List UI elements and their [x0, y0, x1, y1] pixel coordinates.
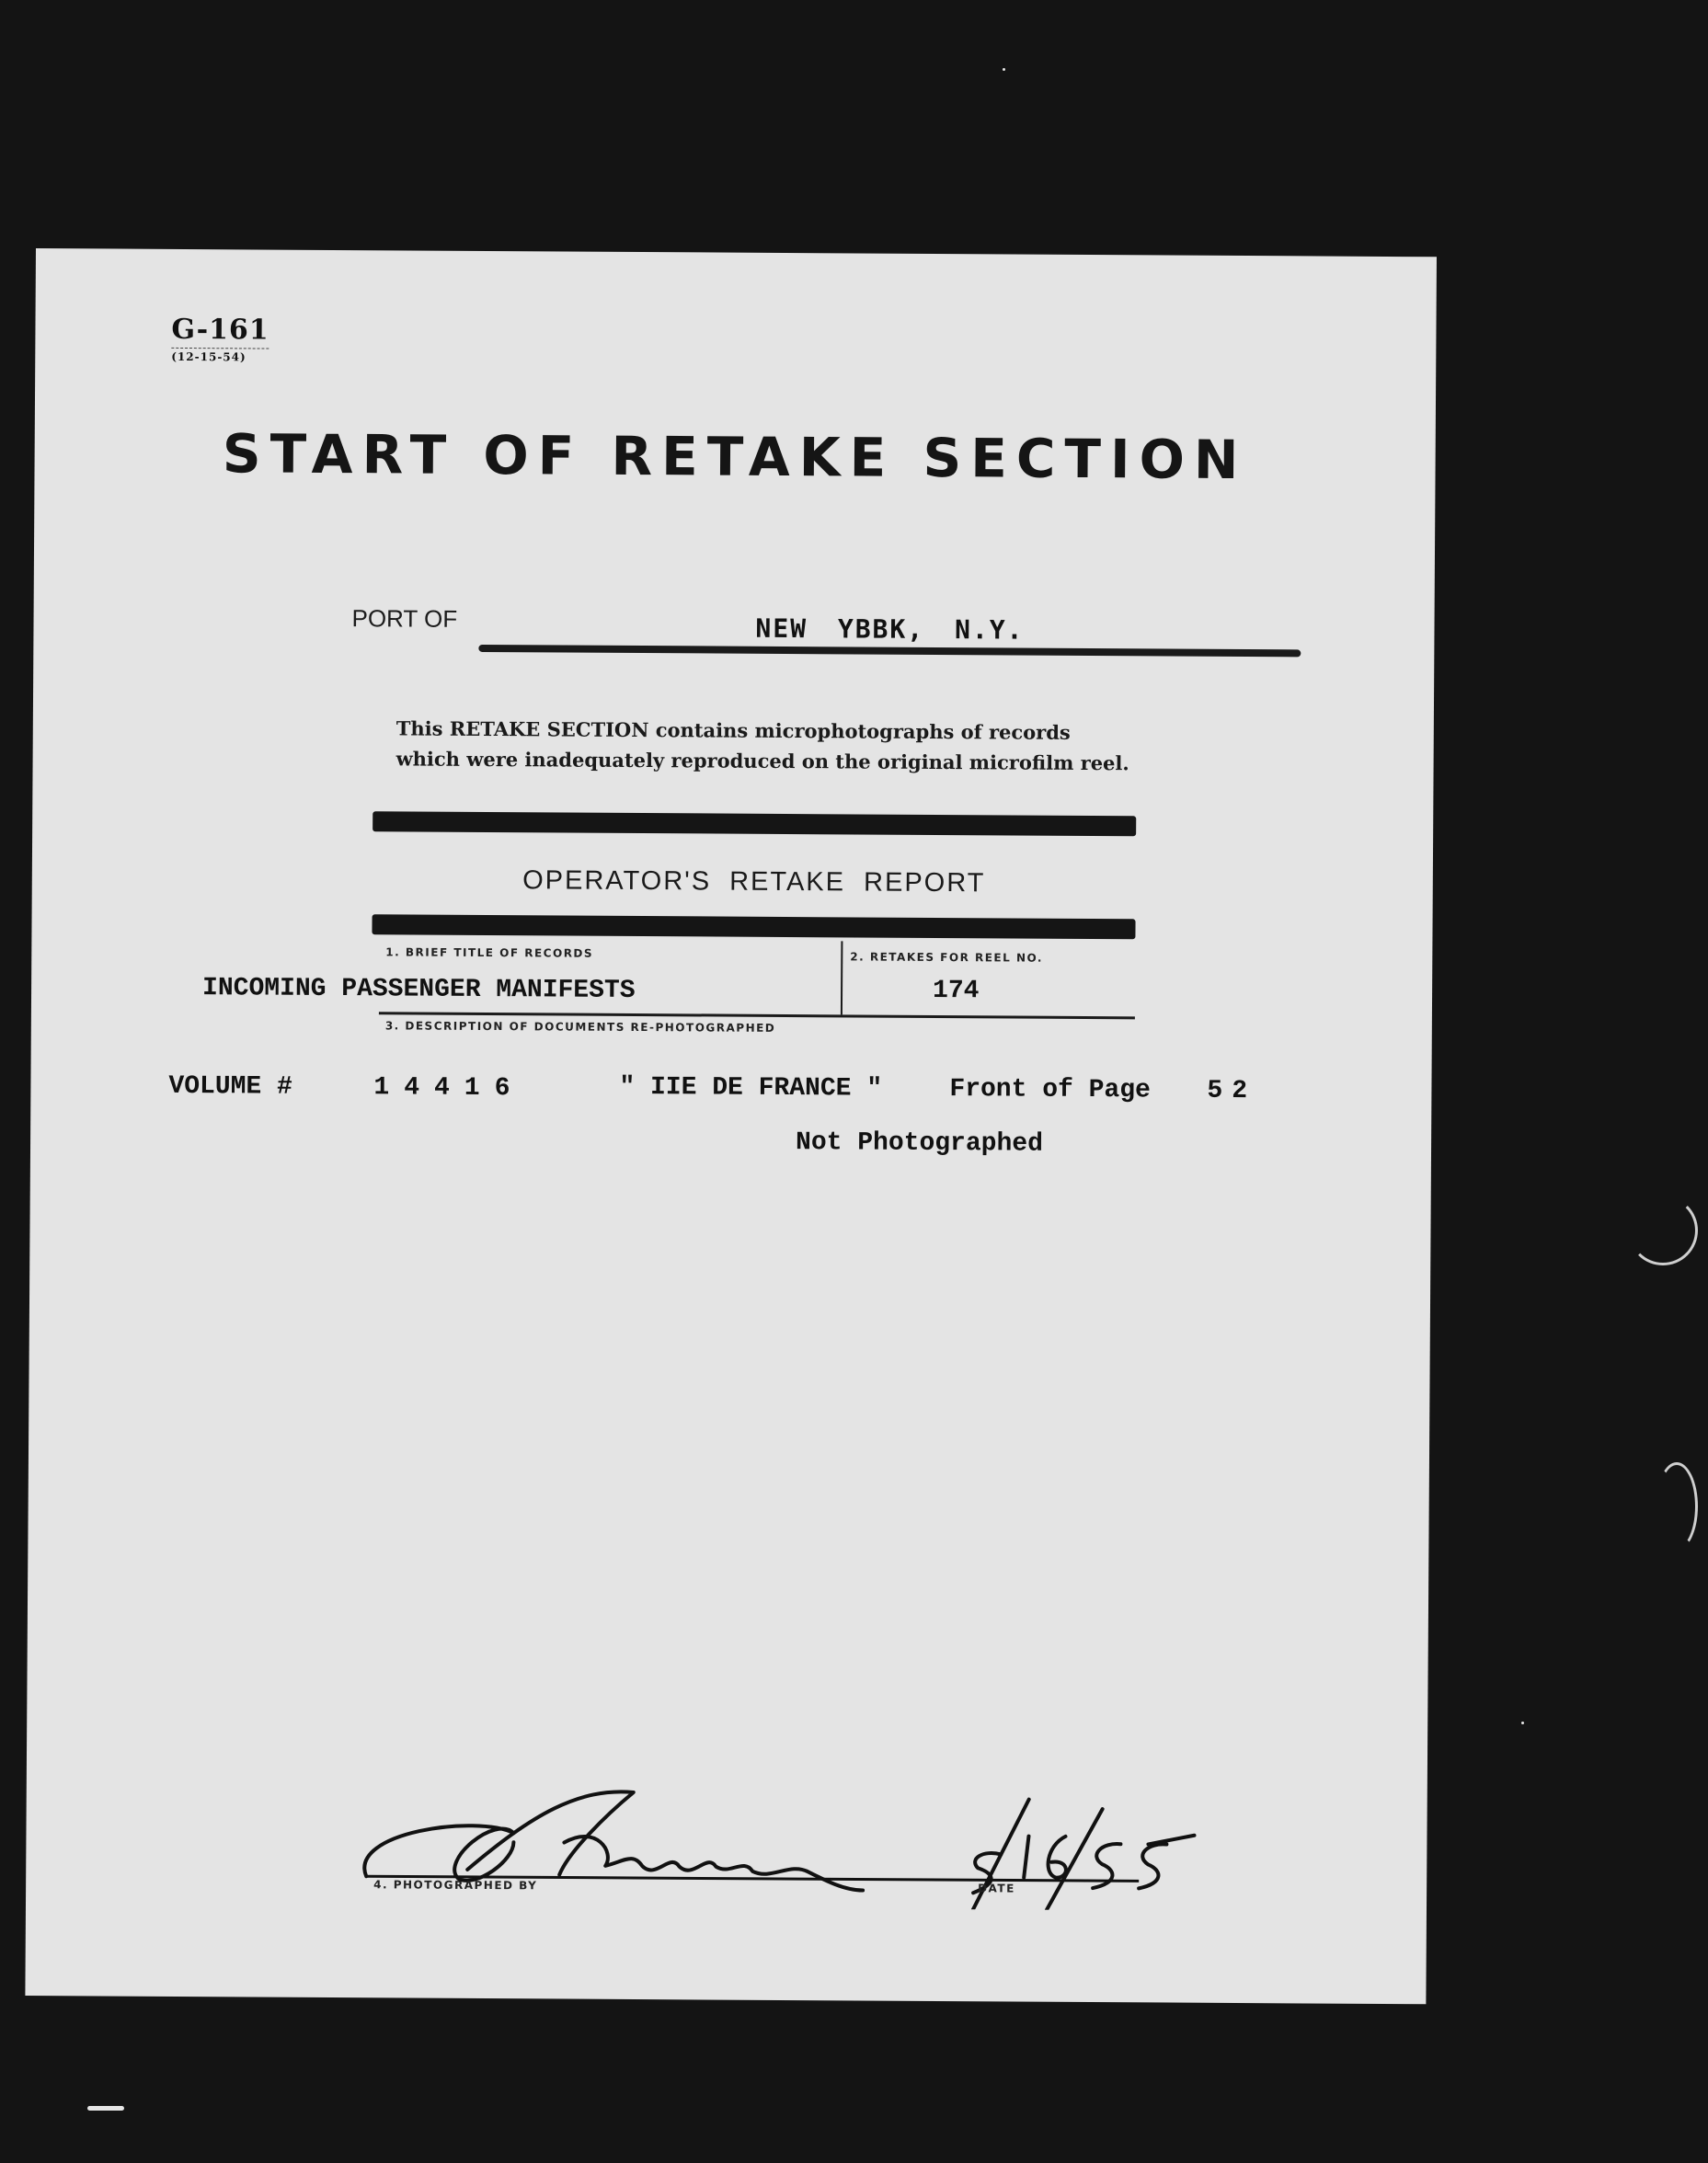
- film-scratch: [1656, 1462, 1698, 1551]
- date-label: DATE: [978, 1882, 1015, 1895]
- description: [396, 713, 1206, 778]
- field-1-label: 1. BRIEF TITLE OF RECORDS: [385, 945, 594, 960]
- volume-label: VOLUME #: [168, 1071, 292, 1102]
- divider-bar-bottom: [372, 914, 1135, 939]
- page-reference: Front of Page: [949, 1075, 1151, 1105]
- film-scratch: [1628, 1196, 1698, 1265]
- field-1-value: INCOMING PASSENGER MANIFESTS: [201, 974, 636, 1005]
- field-3-label: 3. DESCRIPTION OF DOCUMENTS RE-PHOTOGRAPHED: [384, 1019, 776, 1035]
- document-sheet: [25, 248, 1437, 2004]
- film-speck: [1521, 1722, 1524, 1724]
- divider-bar-top: [373, 811, 1136, 836]
- field-divider: [841, 941, 843, 1014]
- form-number: G-161: [171, 313, 269, 347]
- photograph-note: Not Photographed: [795, 1128, 1044, 1159]
- field-2-value: 174: [932, 976, 980, 1006]
- form-code: [171, 314, 269, 364]
- photographed-by-label: 4. PHOTOGRAPHED BY: [373, 1878, 538, 1893]
- port-underline: [478, 645, 1301, 657]
- ship-name: " IIE DE FRANCE ": [619, 1072, 883, 1104]
- port-value: NEW YBBK, N.Y.: [755, 612, 1025, 646]
- form-line: [379, 1012, 1135, 1019]
- film-speck: [1003, 68, 1005, 71]
- description-line-2: which were inadequately reproduced on the original microfilm reel.: [395, 747, 1129, 775]
- report-title: OPERATOR'S RETAKE REPORT: [522, 865, 986, 898]
- description-line-1: This RETAKE SECTION contains microphotographs of records: [395, 716, 1071, 744]
- signature-handwriting: [364, 1791, 864, 1891]
- volume-number: 14416: [373, 1073, 525, 1104]
- port-label: PORT OF: [351, 604, 458, 633]
- page-number: 52: [1207, 1076, 1257, 1106]
- field-2-label: 2. RETAKES FOR REEL NO.: [850, 950, 1044, 965]
- page-title: START OF RETAKE SECTION: [222, 422, 1248, 492]
- form-date: (12-15-54): [171, 348, 269, 364]
- film-speck: [87, 2106, 124, 2111]
